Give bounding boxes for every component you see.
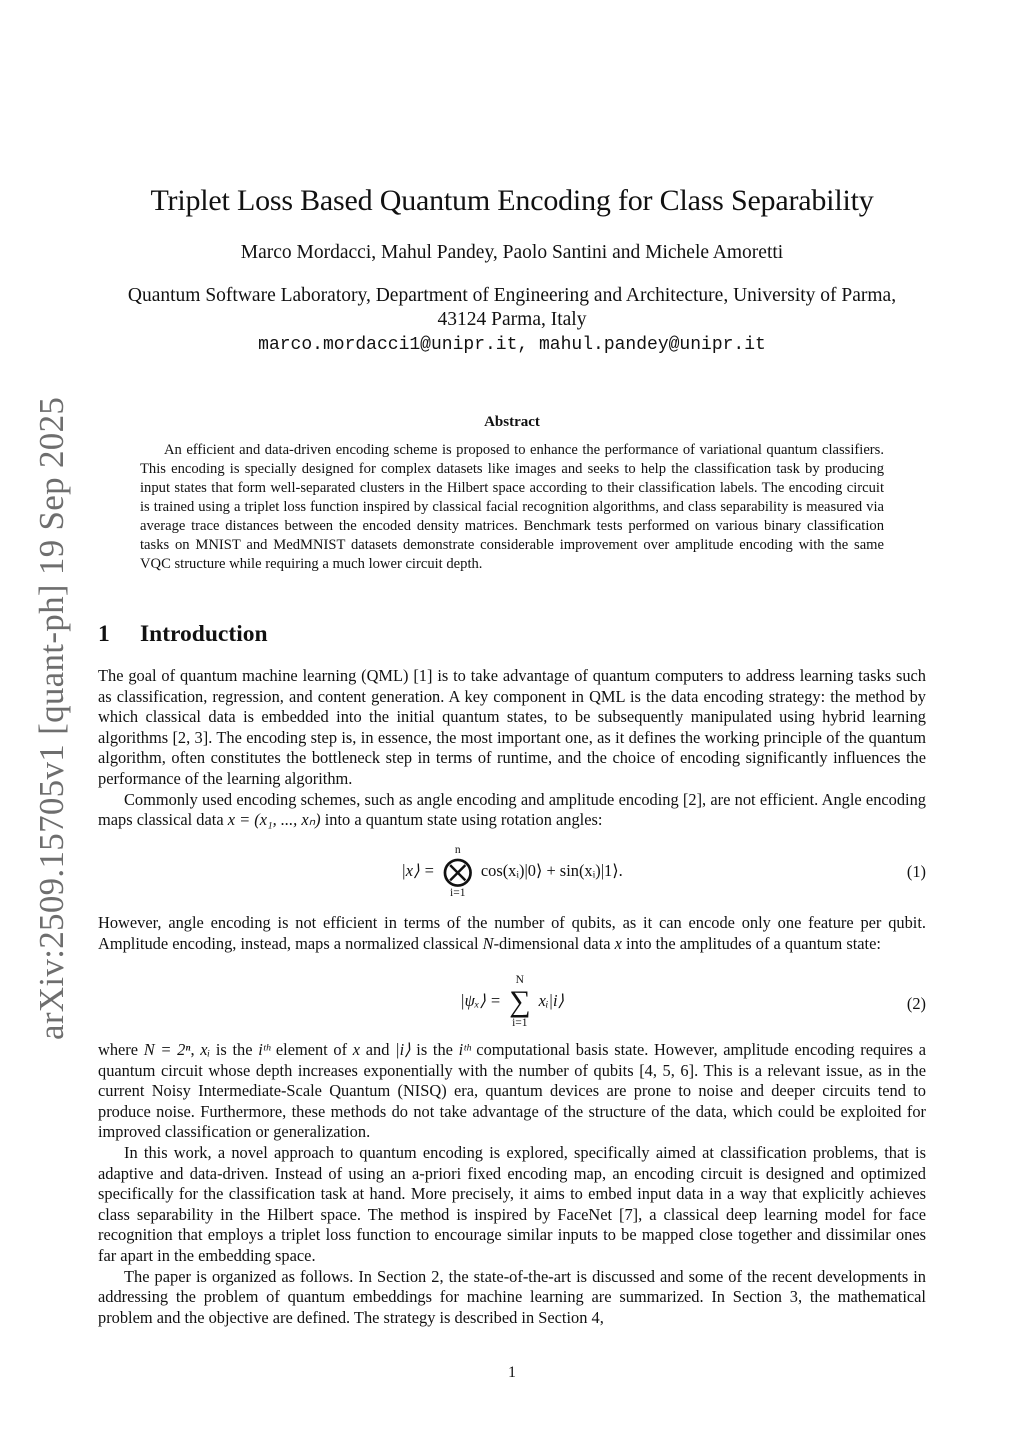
- section-number: 1: [98, 621, 110, 647]
- inline-math: N: [482, 933, 494, 953]
- paragraph-novel-approach: In this work, a novel approach to quantum encoding is explored, specifically aimed at classification problems, that is adaptive and data-driven. Instead of using an a-priori fixed encoding map, an encoding circuit is designed and optimized specifically for the classification task at hand. More precisely, it aims to embed input data in a way that explicitly achieves class separability in the Hilbert space. The method is inspired by FaceNet [7], a classical deep learning model for face recognition that employs a triplet loss function to encourage similar inputs to be mapped close together and dissimilar ones far apart in the embedding space.: [98, 1142, 926, 1265]
- inline-math: xᵢ: [200, 1040, 211, 1059]
- paragraph-encoding-schemes: [98, 790, 926, 831]
- paragraph-text: is the: [210, 1040, 259, 1059]
- equation-lhs: |ψₓ⟩ =: [460, 990, 501, 1010]
- section-heading: [98, 621, 926, 648]
- paragraph-text: -dimensional data: [493, 933, 615, 953]
- paragraph-text: where: [98, 1040, 144, 1059]
- operator-lower-limit: i=1: [512, 1017, 528, 1029]
- operator-lower-limit: i=1: [450, 887, 466, 899]
- abstract-text: An efficient and data-driven encoding scheme is proposed to enhance the performance of variational quantum classifiers. This encoding is specially designed for complex datasets like images and seeks to help the classification task by producing input states that form well-separated clusters in the Hilbert space according to their classification labels. The encoding circuit is trained using a triplet loss function inspired by classical facial recognition algorithms, and class separability is measured via average trace distances between the encoded density matrices. Benchmark tests performed on various binary classification tasks on MNIST and MedMNIST datasets demonstrate considerable improvement over amplitude encoding with the same VQC structure while requiring a much lower circuit depth.: [140, 442, 884, 572]
- paragraph-text: computational basis state. However, amplitude encoding requires a quantum circuit whose depth increases exponentially with the number of qubits [4, 5, 6]. This is a relevant issue, as in the current Noisy Intermediate-Scale Quantum (NISQ) era, quantum devices are prone to noise and deeper circuits tend to produce noise. Furthermore, these methods do not take advantage of the structure of the data, which could be exploited for improved classification or generalization.: [98, 1040, 927, 1142]
- section-title: Introduction: [140, 621, 268, 647]
- paragraph-amplitude-depth: [98, 1040, 926, 1143]
- paragraph-paper-organization: The paper is organized as follows. In Section 2, the state-of-the-art is discussed and some of the recent developments in addressing the problem of quantum embeddings for machine learning are summarized. In Section 3, the mathematical problem and the objective are defined. The strategy is described in Section 4,: [98, 1266, 926, 1327]
- summation-icon: ∑: [509, 985, 531, 1018]
- inline-math: x: [352, 1040, 361, 1059]
- paragraph-text: into the amplitudes of a quantum state:: [621, 933, 881, 953]
- paragraph-text: into a quantum state using rotation angles:: [320, 810, 603, 830]
- operator-upper-limit: N: [515, 974, 524, 986]
- paragraph-text: and: [360, 1040, 396, 1059]
- inline-math: N = 2ⁿ: [143, 1040, 191, 1059]
- equation-2: [98, 974, 926, 1034]
- equation-body: [98, 974, 926, 1030]
- equation-rhs: xᵢ|i⟩: [538, 990, 564, 1010]
- page-number: 1: [508, 1364, 516, 1381]
- equation-rhs: cos(xᵢ)|0⟩ + sin(xᵢ)|1⟩.: [480, 860, 623, 880]
- equation-lhs: |x⟩ =: [401, 860, 435, 880]
- paragraph-amplitude-encoding: [98, 913, 926, 954]
- paragraph-text: is the: [410, 1040, 459, 1059]
- inline-math: iᵗʰ: [458, 1040, 471, 1059]
- paragraph-text: However, angle encoding is not efficient in terms of the number of qubits, as it can encode only one feature per qubit. Amplitude encoding, instead, maps a normalized classical: [98, 913, 926, 953]
- paper-title: Triplet Loss Based Quantum Encoding for Class Separability: [150, 184, 874, 217]
- contact-emails: marco.mordacci1@unipr.it, mahul.pandey@unipr.it: [258, 335, 766, 355]
- equation-number: (1): [906, 862, 926, 881]
- arxiv-identifier-stamp: arXiv:2509.15705v1 [quant-ph] 19 Sep 2025: [32, 396, 71, 1040]
- paragraph-text: element of: [270, 1040, 353, 1059]
- tensor-product-icon: ⨂: [442, 855, 473, 888]
- summation-operator: [509, 974, 530, 1030]
- equation-1: [98, 844, 926, 904]
- equation-number: (2): [906, 994, 926, 1013]
- intro-block-2: [98, 913, 926, 954]
- equation-body: [98, 844, 926, 900]
- operator-upper-limit: n: [454, 844, 461, 856]
- inline-math: iᵗʰ: [258, 1040, 271, 1059]
- tensor-product-operator: [443, 844, 473, 900]
- affiliation: Quantum Software Laboratory, Department of Engineering and Architecture, University of Parma, 43124 Parma, Italy: [127, 285, 897, 330]
- intro-block-3: [98, 1040, 926, 1328]
- author-list: Marco Mordacci, Mahul Pandey, Paolo Santini and Michele Amoretti: [240, 242, 784, 263]
- paragraph-text: Commonly used encoding schemes, such as angle encoding and amplitude encoding [2], are not efficient. Angle encoding maps classical data: [98, 789, 926, 830]
- inline-math: x = (x₁, ..., xₙ): [227, 810, 321, 830]
- inline-math: x: [614, 933, 622, 953]
- abstract-heading: Abstract: [484, 414, 540, 430]
- inline-math: |i⟩: [395, 1040, 411, 1059]
- paragraph-qml-goal: The goal of quantum machine learning (QML) [1] is to take advantage of quantum computers to address learning tasks such as classification, regression, and content generation. A key component in QML is the data encoding strategy: the method by which classical data is embedded into the initial quantum states, to be subsequently manipulated using hybrid learning algorithms [2, 3]. The encoding step is, in essence, the most important one, as it defines the working principle of the quantum algorithm, often constitutes the bottleneck step in terms of runtime, and the choice of encoding significantly influences the performance of the learning algorithm.: [98, 666, 926, 788]
- intro-block-1: [98, 666, 926, 831]
- paragraph-text: ,: [190, 1040, 201, 1059]
